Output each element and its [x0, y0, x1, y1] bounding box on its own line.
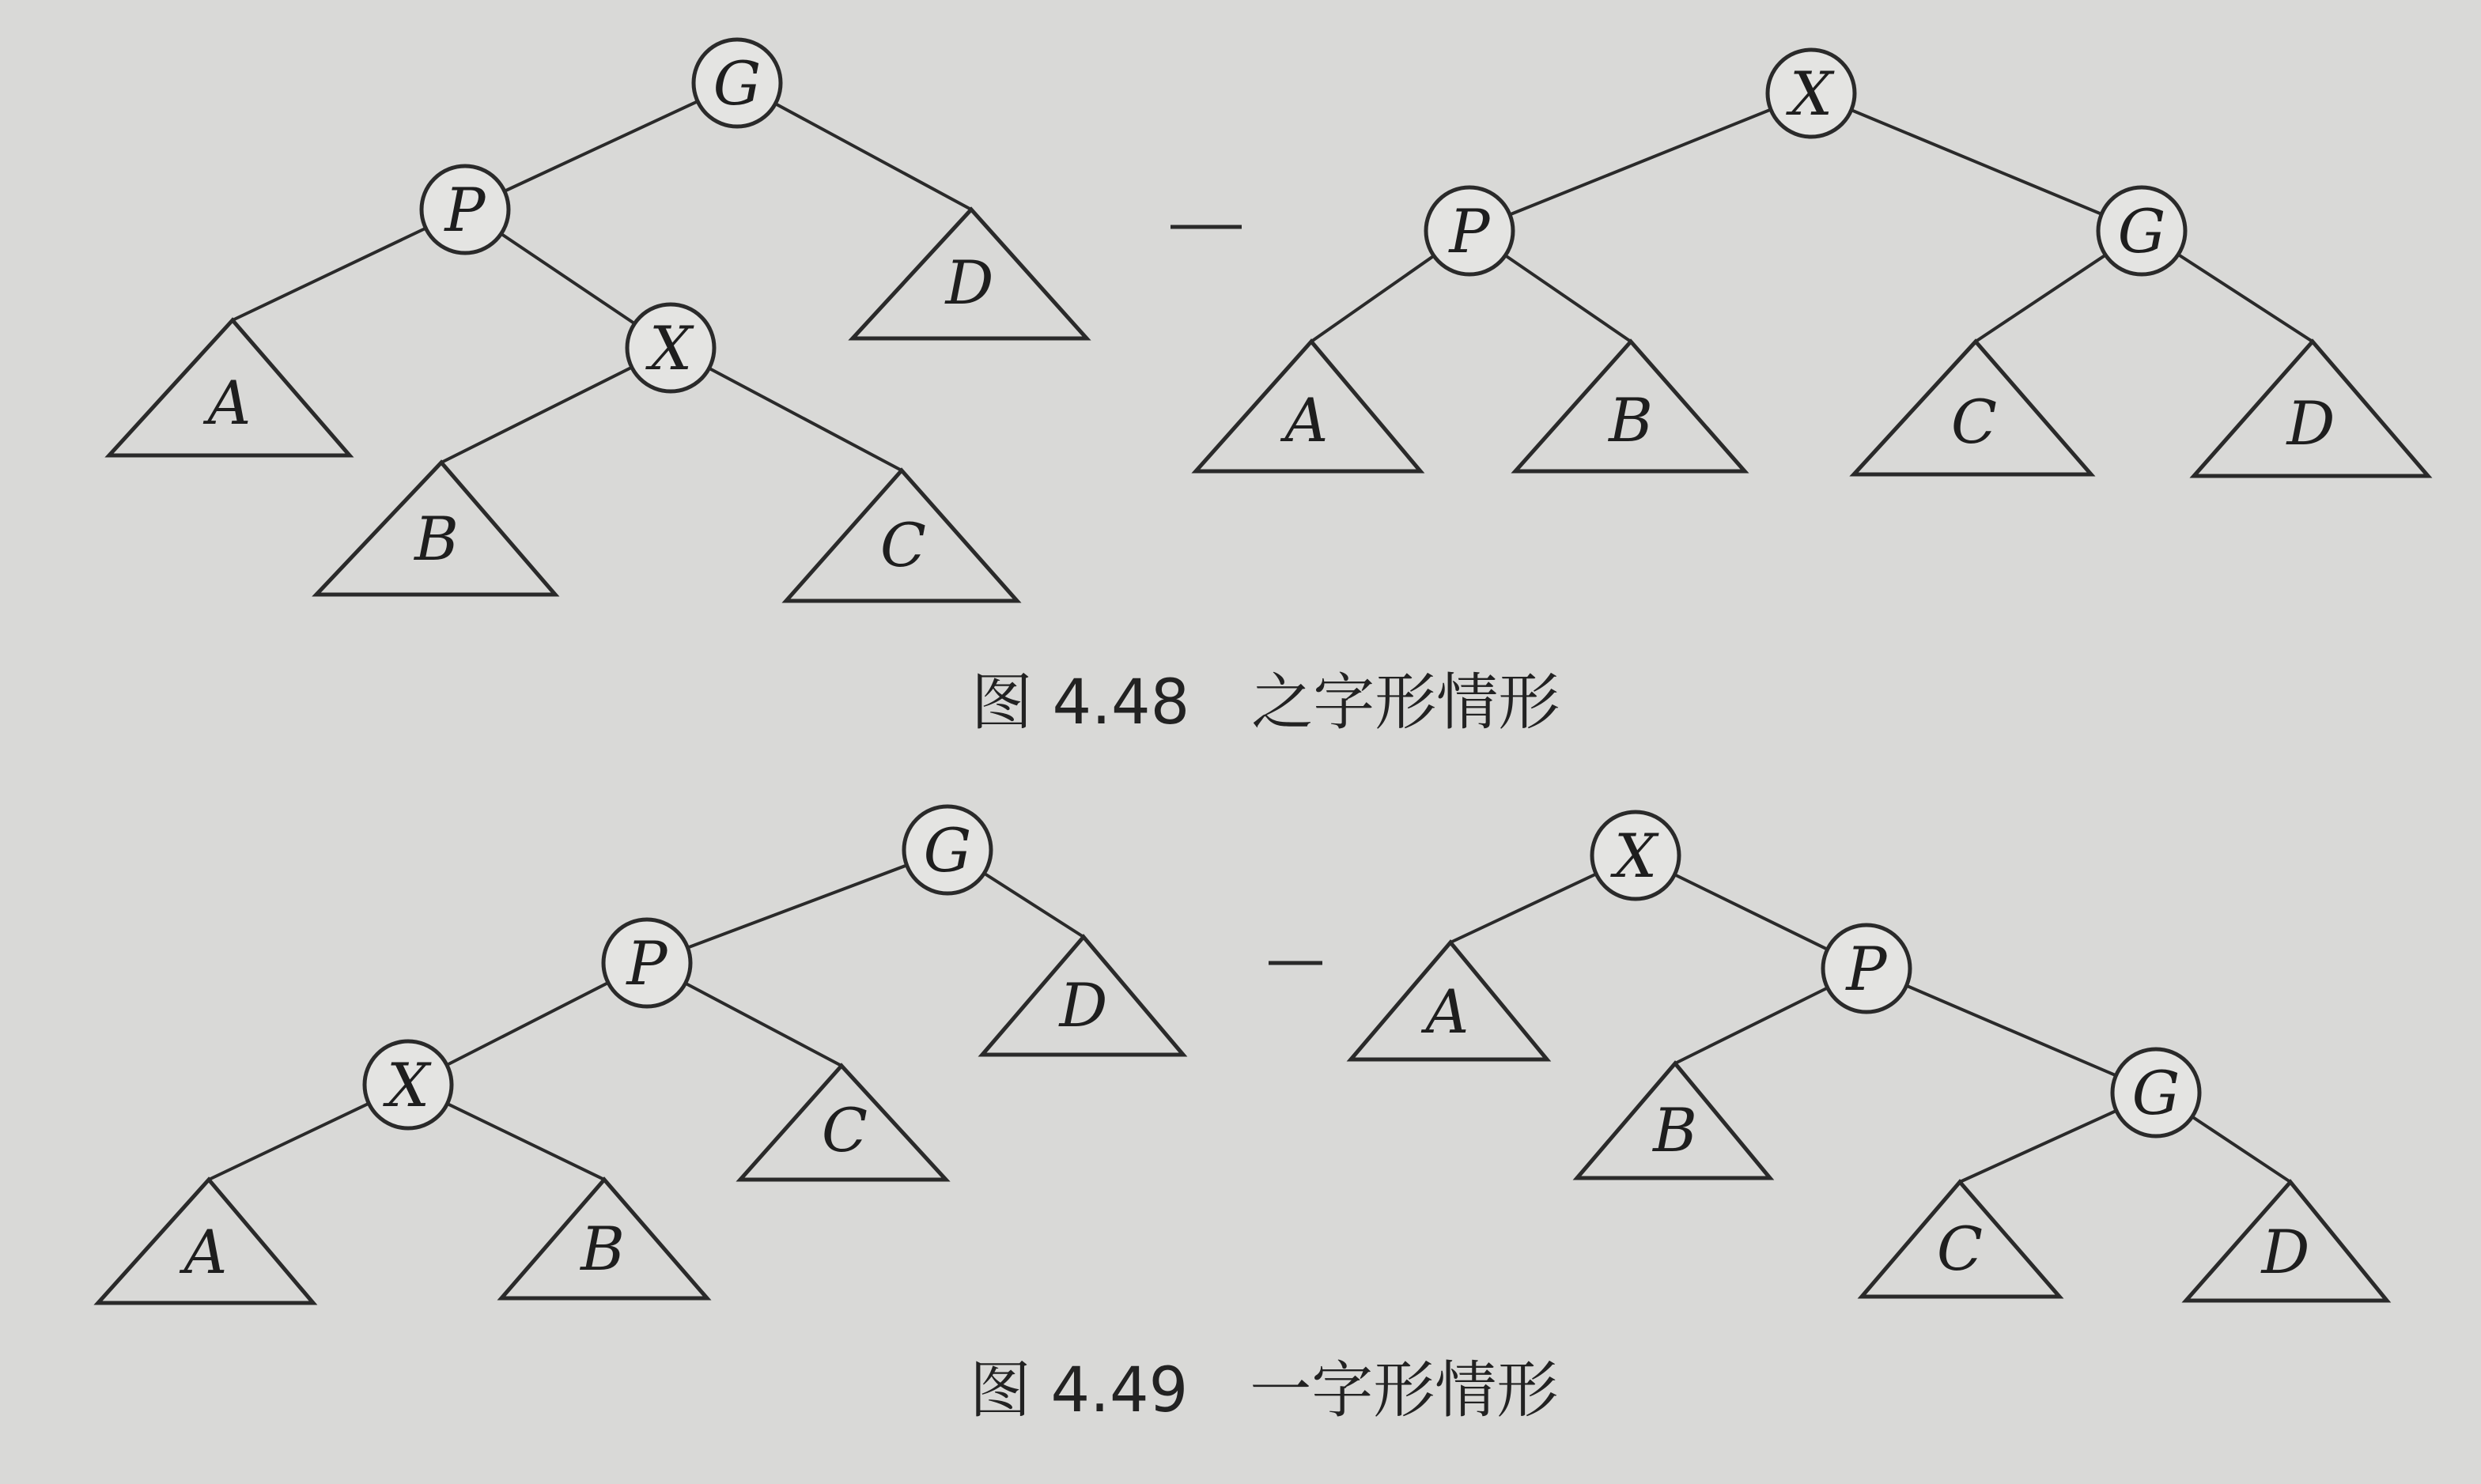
node-label-x: X [386, 1050, 430, 1120]
subtree-label-b: B [581, 1214, 625, 1284]
subtree-label-a: A [1284, 385, 1329, 455]
subtree-label-c: C [821, 1095, 868, 1165]
figure-caption: 图 4.49 一字形情形 [969, 1355, 1559, 1426]
subtree-label-c: C [1950, 387, 1998, 457]
subtree-label-d: D [1059, 970, 1108, 1040]
subtree-label-d: D [945, 247, 994, 318]
subtree-label-b: B [414, 504, 459, 574]
subtree-label-b: B [1609, 385, 1653, 455]
subtree-label-a: A [1425, 976, 1469, 1047]
node-label-g: G [713, 48, 762, 119]
node-label-p: P [1449, 196, 1490, 266]
fig48-after-tree [1196, 50, 2428, 476]
node-label-g: G [2117, 196, 2166, 266]
subtree-label-c: C [879, 510, 927, 580]
node-label-x: X [1789, 59, 1833, 129]
node-label-p: P [626, 928, 668, 999]
node-label-p: P [1846, 934, 1887, 1004]
figure-4-49 [98, 806, 2387, 1426]
node-label-g: G [2131, 1058, 2180, 1128]
fig49-after-tree [1351, 812, 2387, 1301]
subtree-label-a: A [207, 368, 252, 438]
subtree-label-d: D [2286, 388, 2335, 459]
figure-4-48 [109, 40, 2428, 738]
node-label-p: P [444, 175, 486, 245]
edge-x-g [1811, 93, 2142, 231]
figure-caption: 图 4.48 之字形情形 [970, 667, 1560, 738]
subtree-label-c: C [1936, 1214, 1984, 1284]
node-label-g: G [923, 815, 972, 885]
fig48-before-tree [109, 40, 1087, 601]
edge-x-p [1469, 93, 1811, 231]
subtree-label-b: B [1653, 1095, 1697, 1165]
fig49-before-tree [98, 806, 1183, 1303]
node-label-x: X [649, 313, 693, 383]
node-label-x: X [1613, 821, 1658, 891]
subtree-label-a: A [183, 1217, 228, 1287]
edge-g-p [647, 850, 947, 963]
edge-p-g [1866, 969, 2156, 1093]
subtree-label-d: D [2261, 1217, 2310, 1287]
